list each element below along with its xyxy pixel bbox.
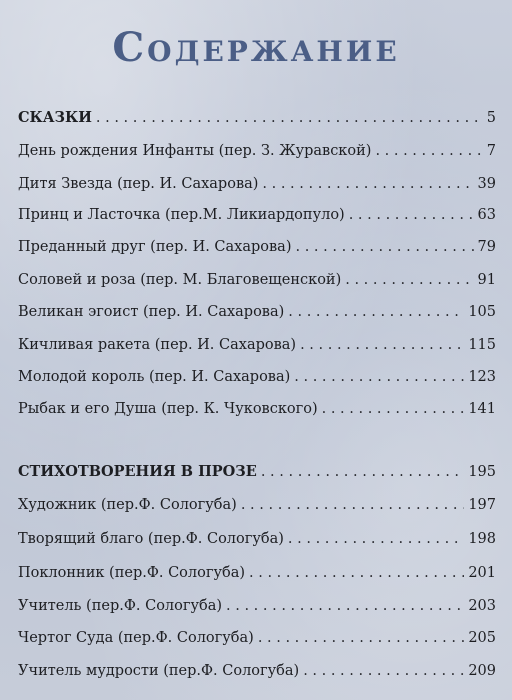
toc-entry [18,661,496,681]
toc-entry [18,399,496,419]
toc-entry [18,495,496,515]
toc-entry-title: Чертог Суда (пер.Ф. Сологуба) [18,630,254,646]
toc-entry-page: 203 [468,598,496,614]
toc-entry-page: 198 [468,531,496,547]
toc-leader-dots [261,462,464,482]
toc-entry-page: 91 [477,272,496,288]
toc-entry-page: 201 [468,565,496,581]
toc-entry-title: Поклонник (пер.Ф. Сологуба) [18,565,246,581]
toc-entry-title: Соловей и роза (пер. М. Благовещенской) [18,272,342,288]
toc-entry-title: Великан эгоист (пер. И. Сахарова) [18,304,285,320]
toc-leader-dots [241,495,464,515]
toc-entry [18,563,496,583]
toc-entry-title: Рыбак и его Душа (пер. К. Чуковского) [18,401,318,417]
toc-entry-page: 141 [468,401,496,417]
toc-entry [18,367,496,387]
toc-leader-dots [349,205,474,225]
toc-entry-page: 5 [486,110,496,126]
toc-entry-title: СКАЗКИ [18,109,92,126]
toc-entry [18,141,496,161]
toc-entry [18,205,496,225]
toc-leader-dots [226,596,464,616]
toc-entry-title: Преданный друг (пер. И. Сахарова) [18,239,292,255]
toc-leader-dots [295,237,473,257]
toc-entry [18,596,496,616]
toc-entry-title: Художник (пер.Ф. Сологуба) [18,497,237,513]
toc-entry [18,628,496,648]
page-title: Содержание [112,24,400,71]
toc-leader-dots [96,108,483,128]
toc-entry-title: Учитель (пер.Ф. Сологуба) [18,598,223,614]
toc-leader-dots [249,563,464,583]
toc-entry-title: Дитя Звезда (пер. И. Сахарова) [18,176,259,192]
toc-entry [18,237,496,257]
toc-leader-dots [262,174,473,194]
toc-entry-page: 39 [477,176,496,192]
toc-leader-dots [294,367,464,387]
toc-entry-title: Учитель мудрости (пер.Ф. Сологуба) [18,663,300,679]
toc-entry [18,174,496,194]
toc-entry-title: Творящий благо (пер.Ф. Сологуба) [18,531,284,547]
toc-entry [18,270,496,290]
toc-entry-title: День рождения Инфанты (пер. З. Журавской) [18,143,372,159]
toc-entry-page: 123 [468,369,496,385]
toc-entry [18,335,496,355]
toc-entry-page: 79 [477,239,496,255]
toc-entry-page: 209 [468,663,496,679]
toc-leader-dots [288,302,464,322]
toc-entry-page: 195 [468,464,496,480]
toc-leader-dots [303,661,464,681]
toc-entry-title: Принц и Ласточка (пер.М. Ликиардопуло) [18,207,345,223]
toc-entry-page: 7 [486,143,496,159]
toc-entry-page: 205 [468,630,496,646]
toc-entry [18,302,496,322]
toc-leader-dots [345,270,473,290]
toc-entry-page: 105 [468,304,496,320]
toc-leader-dots [258,628,465,648]
toc-section-heading [18,108,496,128]
toc-leader-dots [300,335,464,355]
toc-section-heading [18,462,496,482]
toc-entry-page: 63 [477,207,496,223]
toc-leader-dots [322,399,465,419]
toc-entry-title: СТИХОТВОРЕНИЯ В ПРОЗЕ [18,463,257,480]
toc-entry-page: 115 [468,337,496,353]
toc-entry-title: Молодой король (пер. И. Сахарова) [18,369,291,385]
toc-entry-page: 197 [468,497,496,513]
toc-entry-title: Кичливая ракета (пер. И. Сахарова) [18,337,297,353]
toc-leader-dots [375,141,482,161]
toc-entry [18,529,496,549]
toc-leader-dots [288,529,464,549]
